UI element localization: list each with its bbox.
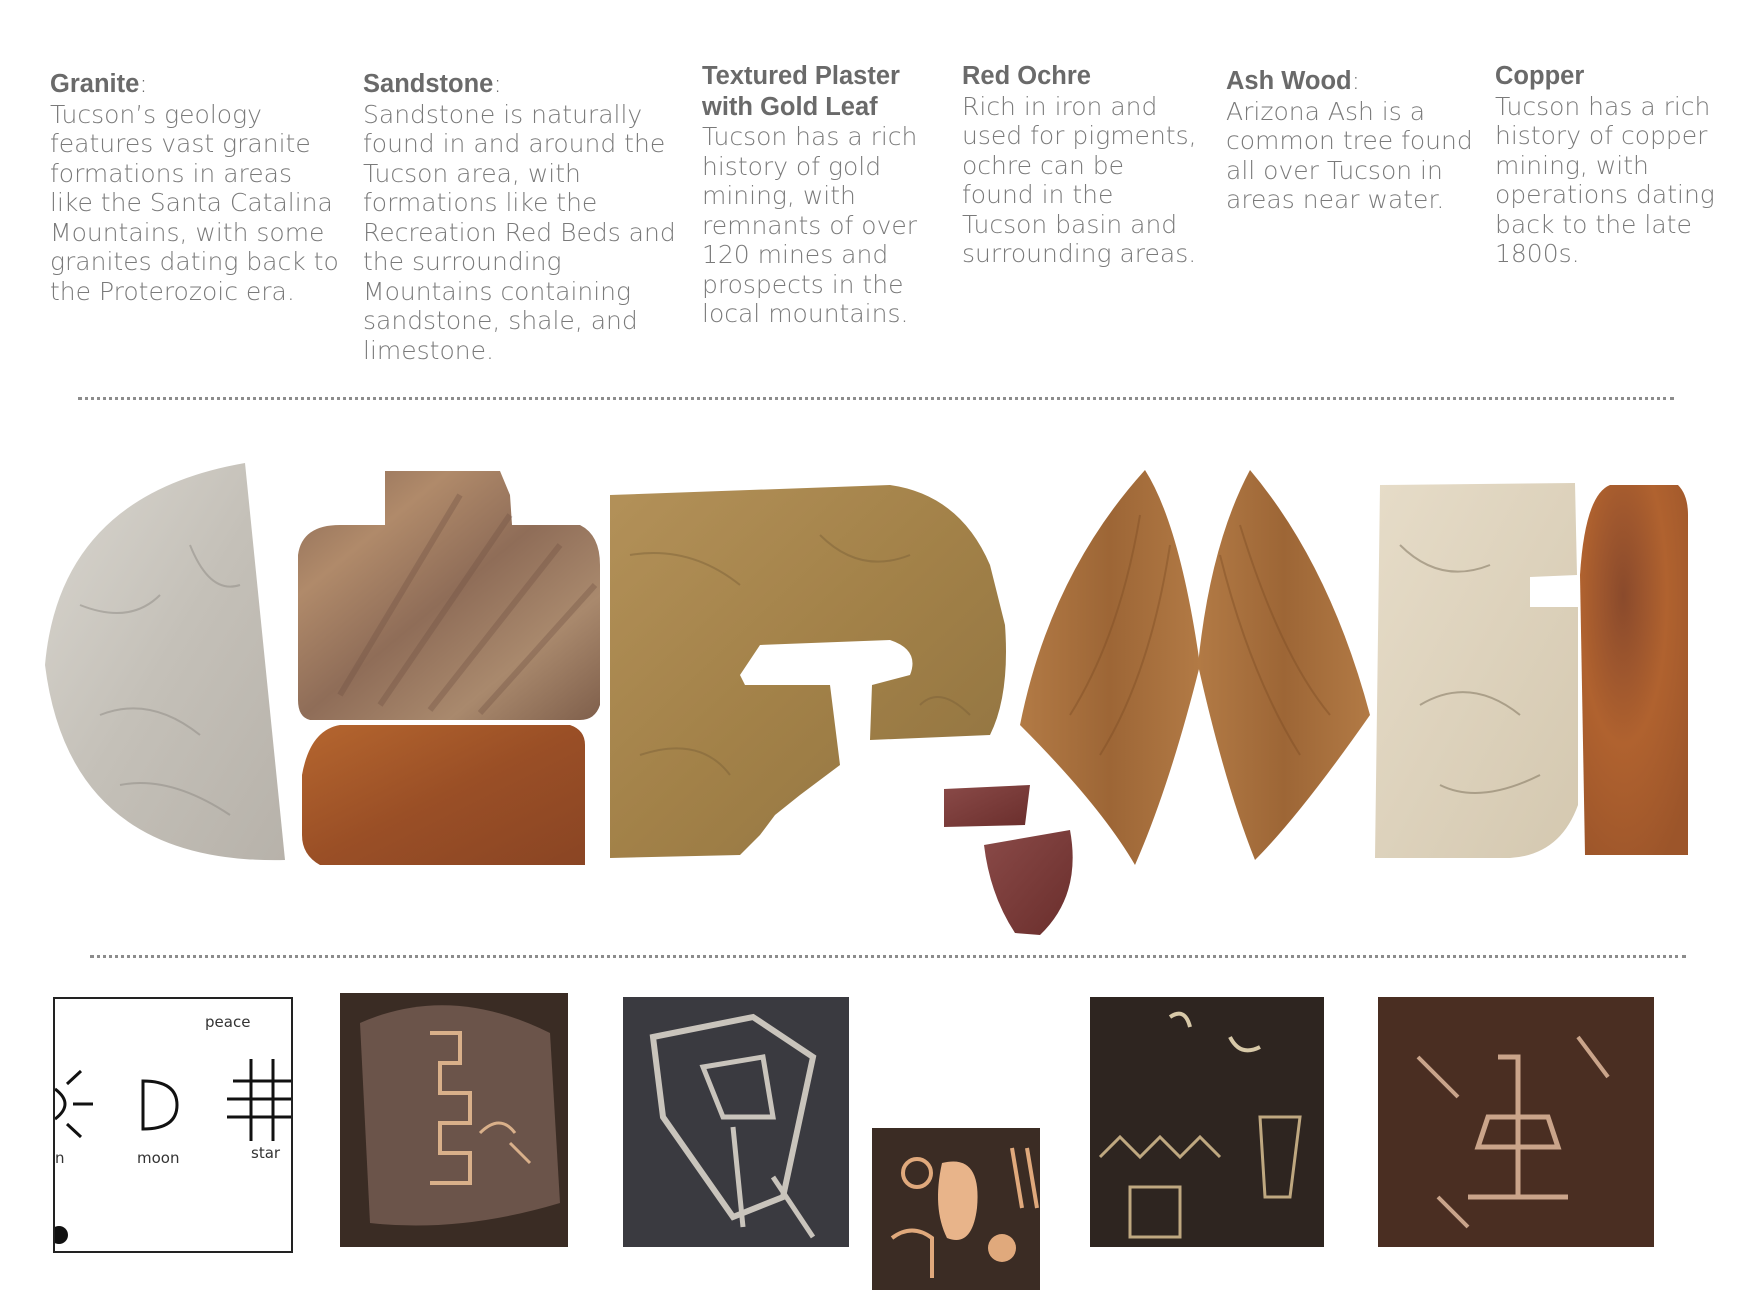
material-red-ochre [962,61,1202,269]
ash-wood-swatch-2 [1198,470,1370,860]
material-title: Granite [50,70,140,98]
material-title: Sandstone [363,70,494,98]
dotted-divider-bottom [90,955,1686,958]
petroglyph-5-svg [1378,997,1654,1247]
material-description: Sandstone is naturally found in and around the Tucson area, with formations like the Recreation Red Beds and the surrounding Mountains containing sandstone, shale, and limestone. [363,99,676,365]
rust-swatch [302,725,585,865]
materials-row [0,0,1744,380]
material-description: Arizona Ash is a common tree found all over Tucson in areas near water. [1226,96,1473,214]
red-ochre-swatch-1 [944,785,1030,827]
petroglyph-3-svg [872,1128,1040,1290]
material-granite [50,69,340,306]
granite-swatch [45,463,285,860]
material-colon: : [493,69,502,98]
material-collage [40,455,1720,945]
label-moon: moon [137,1149,180,1167]
star-icon [227,1059,291,1141]
material-description: Tucson’s geology features vast granite formations in areas like the Santa Catalina Mountains, with some granites dating back to the Proterozoic era. [50,99,339,306]
dotted-divider-top [78,397,1674,400]
material-colon: : [139,69,148,98]
petroglyph-2-svg [623,997,849,1247]
sun-icon [55,1071,93,1137]
dot-icon [55,1226,68,1244]
material-title: Textured Plaster with Gold Leaf [702,62,900,121]
label-peace: peace [205,1013,251,1031]
petroglyph-1-svg [340,993,568,1247]
material-colon: : [1351,66,1361,95]
collage-svg [40,455,1720,945]
petroglyph-photo-3 [872,1128,1040,1290]
copper-plaster-swatch [1375,483,1578,858]
petroglyph-photo-1 [340,993,568,1247]
material-sandstone [363,69,678,365]
material-copper [1495,61,1720,269]
petroglyph-photo-5 [1378,997,1654,1247]
material-description: Tucson has a rich history of copper mining, with operations dating back to the late 1800s. [1495,91,1715,268]
material-title: Ash Wood [1226,67,1352,95]
moon-icon [143,1081,177,1129]
label-star: star [251,1144,281,1162]
symbol-legend [53,997,293,1253]
material-description: Tucson has a rich history of gold mining, with remnants of over 120 mines and prospects in the local mountains. [702,122,918,328]
symbols-svg [55,999,291,1251]
petroglyph-photo-2 [623,997,849,1247]
material-title: Copper [1495,62,1585,90]
material-description: Rich in iron and used for pigments, ochre can be found in the Tucson basin and surrounding areas. [962,91,1197,268]
label-sun: n [55,1149,65,1167]
petroglyph-4-svg [1090,997,1324,1247]
copper-swatch [1580,485,1688,855]
material-ash-wood [1226,66,1476,215]
petroglyph-photo-4 [1090,997,1324,1247]
material-title: Red Ochre [962,62,1091,90]
material-textured-plaster [702,61,927,329]
ash-wood-swatch-1 [1020,470,1200,865]
red-ochre-swatch-2 [984,830,1073,935]
